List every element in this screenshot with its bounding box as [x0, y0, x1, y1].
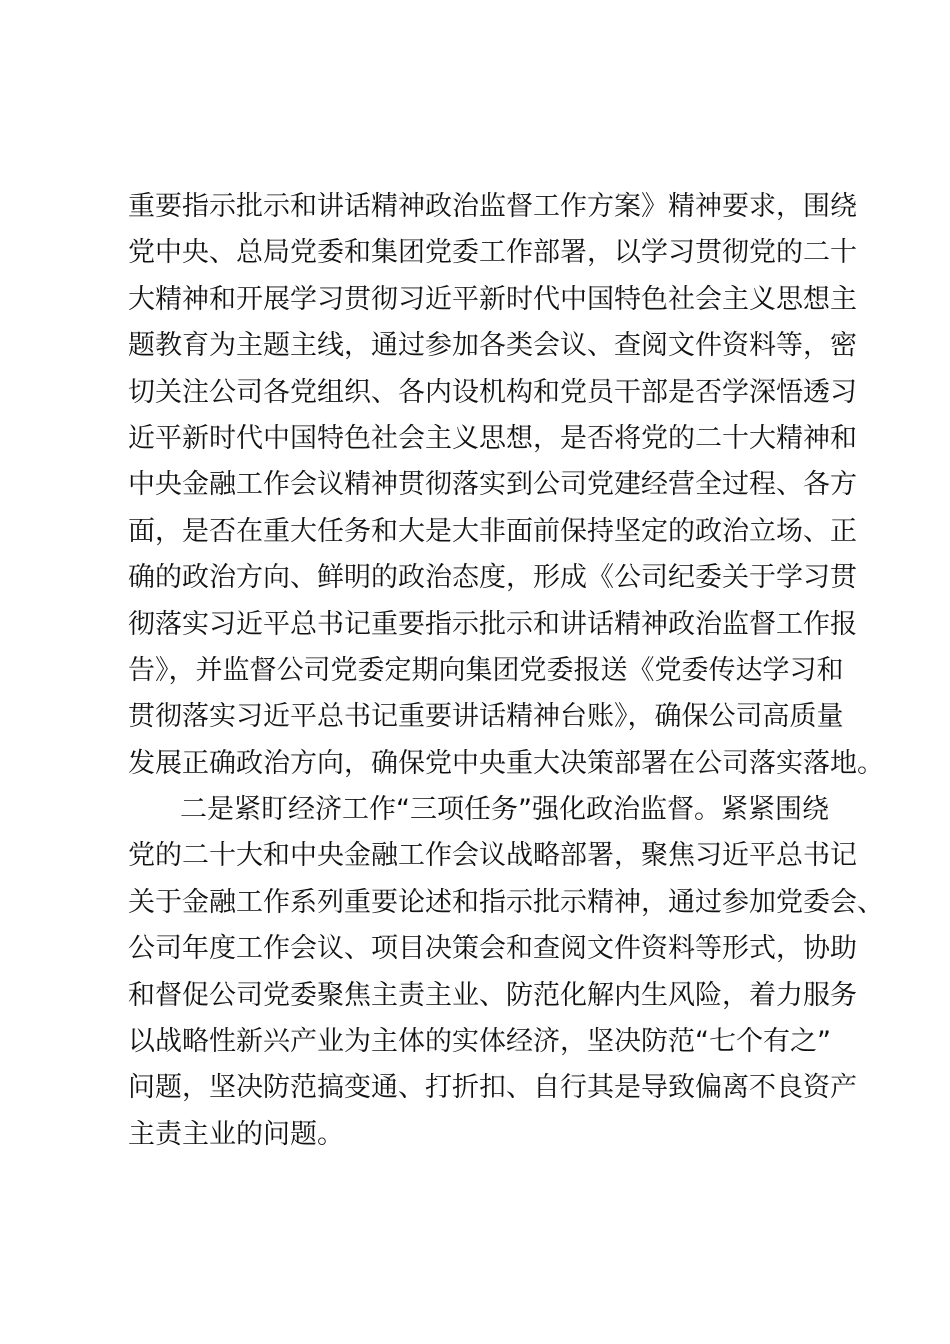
paragraph-line: 告》，并监督公司党委定期向集团党委报送《党委传达学习和 [128, 654, 844, 686]
paragraph-line: 以战略性新兴产业为主体的实体经济，坚决防范“七个有之” [128, 1026, 831, 1058]
paragraph-line: 近平新时代中国特色社会主义思想，是否将党的二十大精神和 [128, 422, 857, 454]
paragraph-line: 公司年度工作会议、项目决策会和查阅文件资料等形式，协助 [128, 933, 857, 965]
paragraph-line: 贯彻落实习近平总书记重要讲话精神台账》，确保公司高质量 [128, 701, 844, 733]
paragraph-line: 党中央、总局党委和集团党委工作部署，以学习贯彻党的二十 [128, 237, 857, 269]
paragraph-line: 重要指示批示和讲话精神政治监督工作方案》精神要求，围绕 [128, 191, 857, 222]
paragraph-line: 大精神和开展学习贯彻习近平新时代中国特色社会主义思想主 [128, 283, 857, 315]
paragraph-line: 题教育为主题主线，通过参加各类会议、查阅文件资料等，密 [128, 330, 857, 362]
paragraph-line: 问题，坚决防范搞变通、打折扣、自行其是导致偏离不良资产 [128, 1072, 857, 1104]
paragraph-line: 彻落实习近平总书记重要指示批示和讲话精神政治监督工作报 [128, 608, 857, 640]
paragraph-line: 主责主业的问题。 [128, 1118, 344, 1150]
document-body [128, 184, 884, 1158]
paragraph-1 [128, 184, 884, 787]
paragraph-line: 党的二十大和中央金融工作会议战略部署，聚焦习近平总书记 [128, 840, 857, 872]
paragraph-line: 关于金融工作系列重要论述和指示批示精神，通过参加党委会、 [128, 886, 884, 918]
paragraph-line: 二是紧盯经济工作“三项任务”强化政治监督。紧紧围绕 [180, 794, 829, 826]
paragraph-line: 确的政治方向、鲜明的政治态度，形成《公司纪委关于学习贯 [128, 562, 857, 594]
paragraph-line: 切关注公司各党组织、各内设机构和党员干部是否学深悟透习 [128, 376, 857, 408]
paragraph-line: 发展正确政治方向，确保党中央重大决策部署在公司落实落地。 [128, 747, 884, 779]
paragraph-line: 和督促公司党委聚焦主责主业、防范化解内生风险，着力服务 [128, 979, 857, 1011]
paragraph-line: 面，是否在重大任务和大是大非面前保持坚定的政治立场、正 [128, 515, 857, 547]
paragraph-2 [128, 787, 884, 1158]
paragraph-line: 中央金融工作会议精神贯彻落实到公司党建经营全过程、各方 [128, 469, 857, 501]
